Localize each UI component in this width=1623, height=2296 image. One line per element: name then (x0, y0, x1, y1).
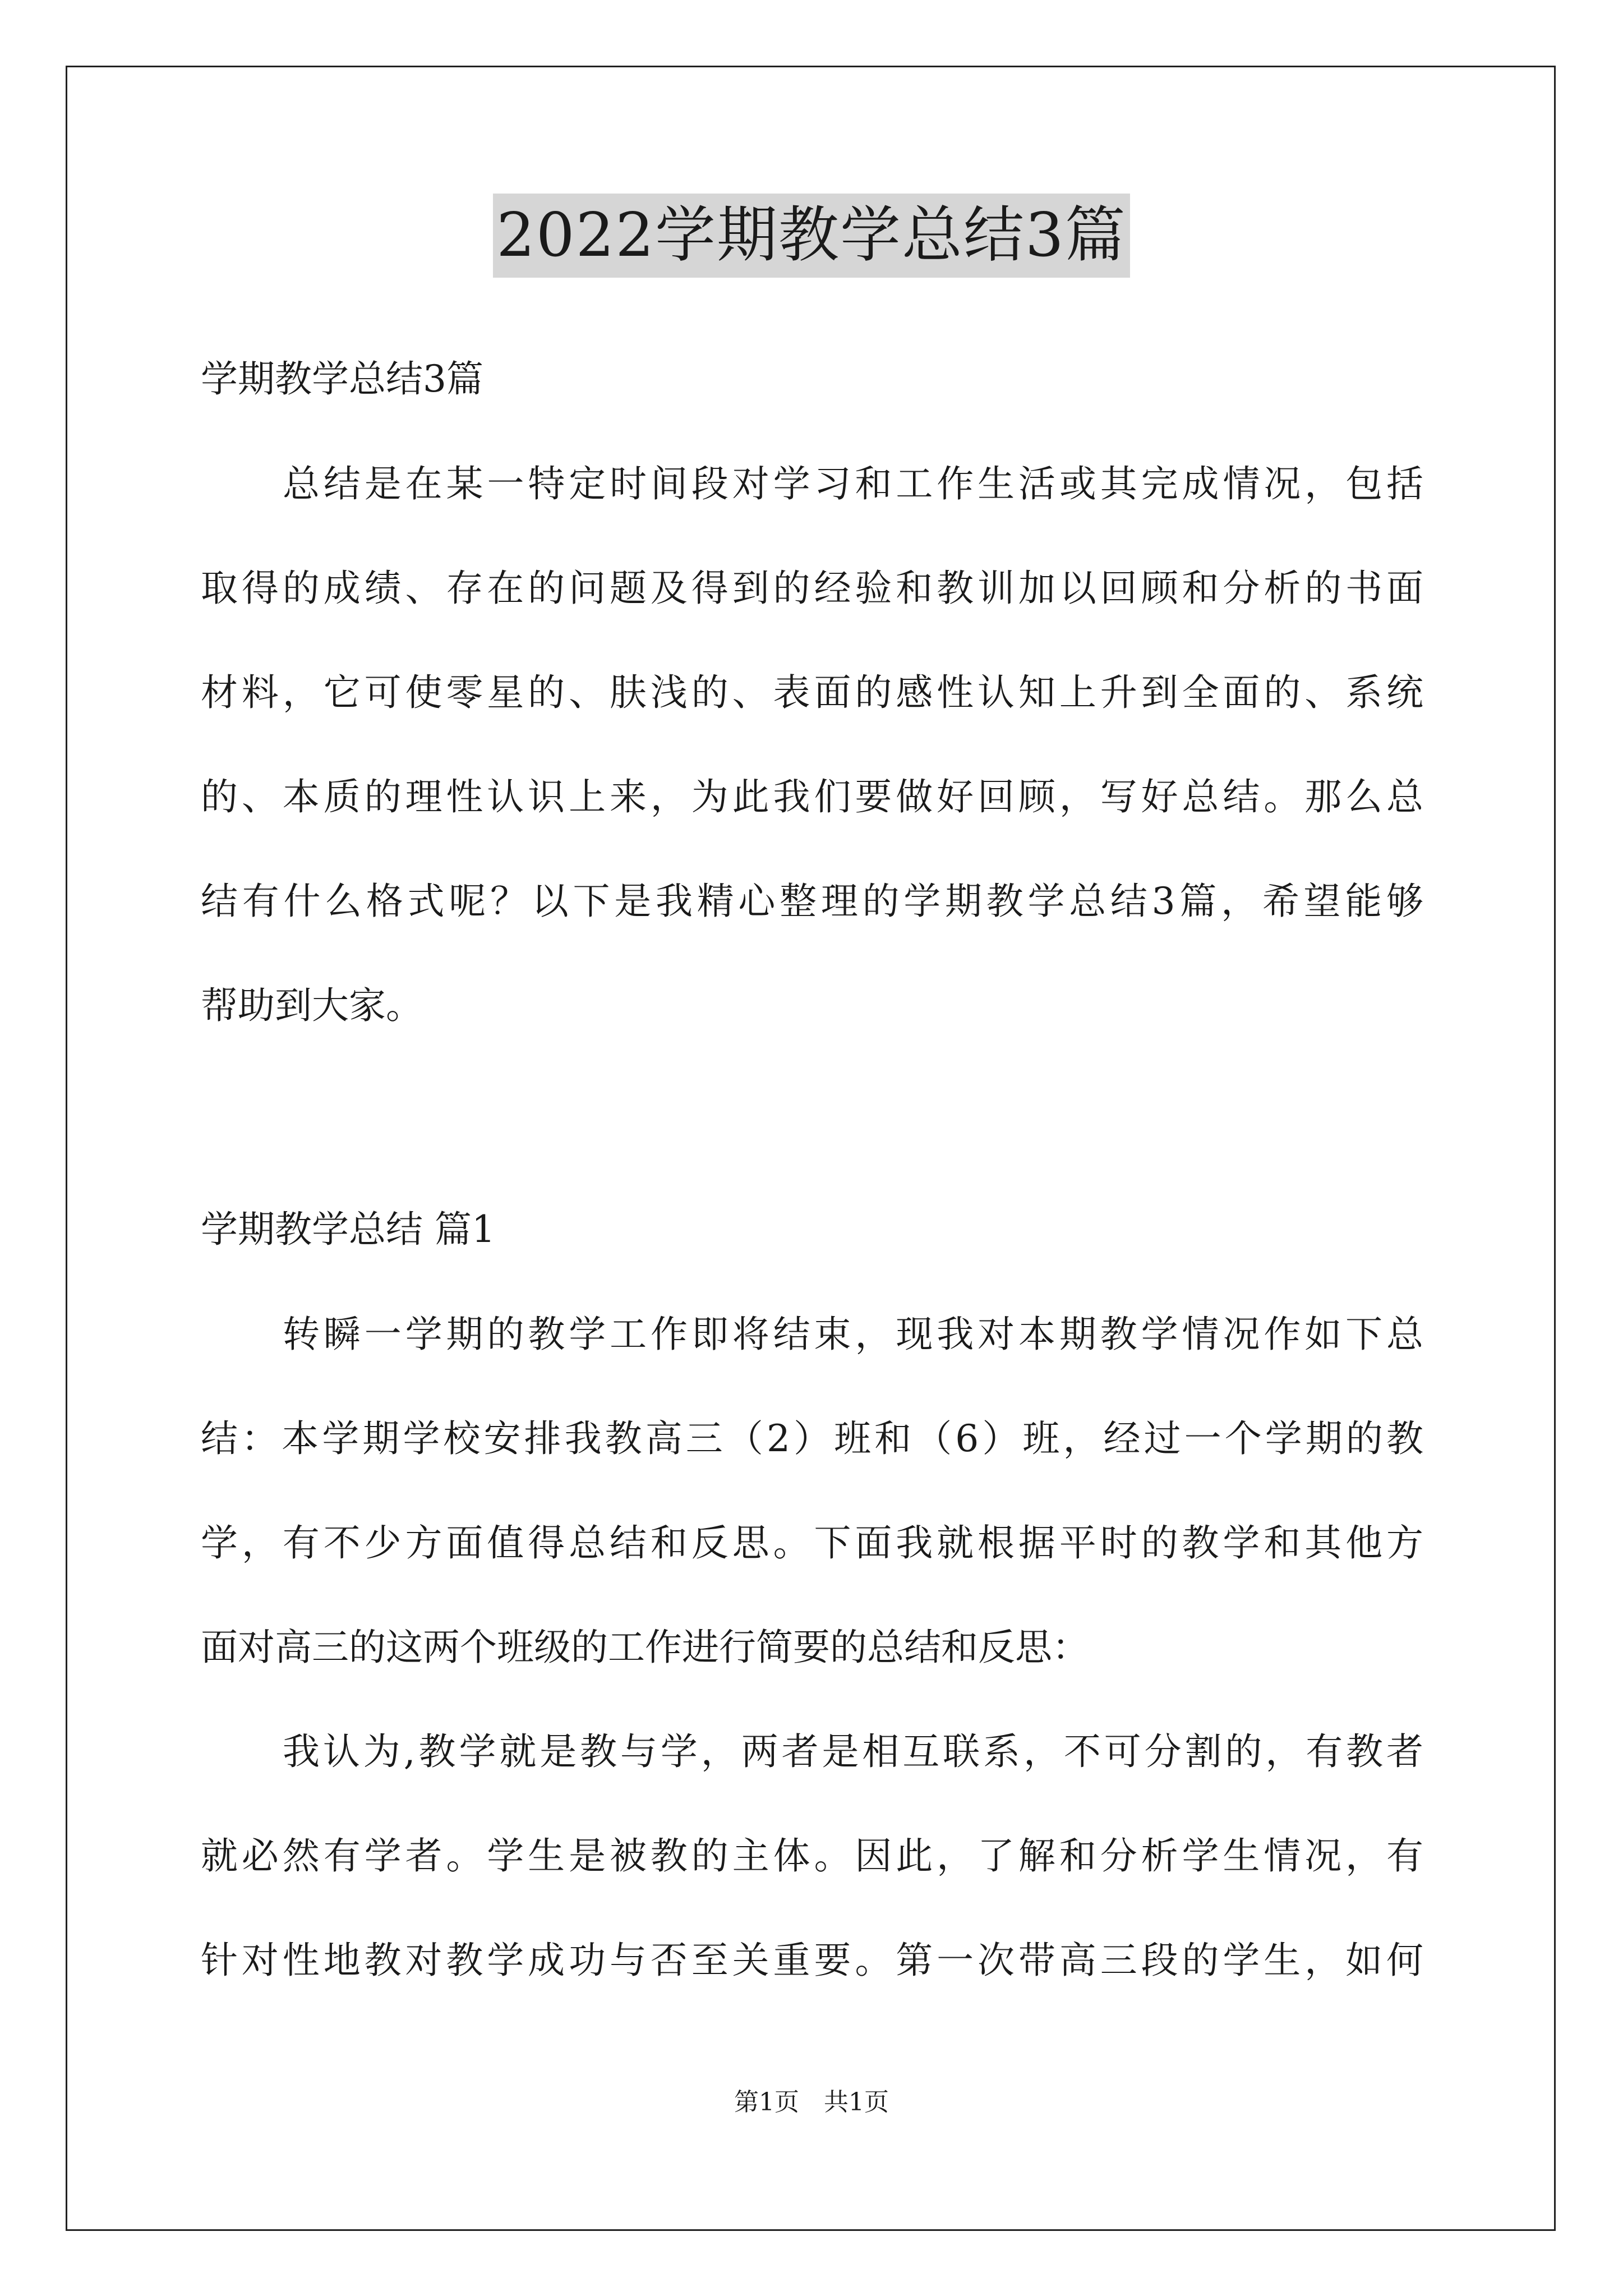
page-footer: 第1页 共1页 (734, 2088, 889, 2116)
intro-line: 总结是在某一特定时间段对学习和工作生活或其完成情况，包括 (283, 462, 1423, 505)
intro-line: 的、本质的理性认识上来，为此我们要做好回顾，写好总结。那么总 (201, 775, 1423, 818)
intro-line: 帮助到大家。 (201, 984, 423, 1027)
paragraph-line: 就必然有学者。学生是被教的主体。因此，了解和分析学生情况，有 (201, 1834, 1423, 1878)
paragraph-line: 学，有不少方面值得总结和反思。下面我就根据平时的教学和其他方 (201, 1521, 1423, 1565)
document-subtitle: 学期教学总结3篇 (201, 357, 483, 401)
intro-line: 材料，它可使零星的、肤浅的、表面的感性认知上升到全面的、系统 (201, 671, 1423, 714)
title-wrap (0, 194, 1623, 278)
section-heading: 学期教学总结 篇1 (201, 1208, 495, 1251)
paragraph-line: 结：本学期学校安排我教高三（2）班和（6）班，经过一个学期的教 (201, 1417, 1423, 1460)
intro-line: 结有什么格式呢？以下是我精心整理的学期教学总结3篇，希望能够 (201, 880, 1423, 923)
paragraph-line: 面对高三的这两个班级的工作进行简要的总结和反思： (201, 1626, 1089, 1669)
paragraph-line: 转瞬一学期的教学工作即将结束，现我对本期教学情况作如下总 (283, 1313, 1423, 1356)
paragraph-line: 针对性地教对教学成功与否至关重要。第一次带高三段的学生，如何 (201, 1939, 1423, 1982)
intro-line: 取得的成绩、存在的问题及得到的经验和教训加以回顾和分析的书面 (201, 567, 1423, 610)
paragraph-line: 我认为,教学就是教与学，两者是相互联系，不可分割的，有教者 (283, 1730, 1423, 1773)
document-title: 2022学期教学总结3篇 (493, 194, 1130, 278)
